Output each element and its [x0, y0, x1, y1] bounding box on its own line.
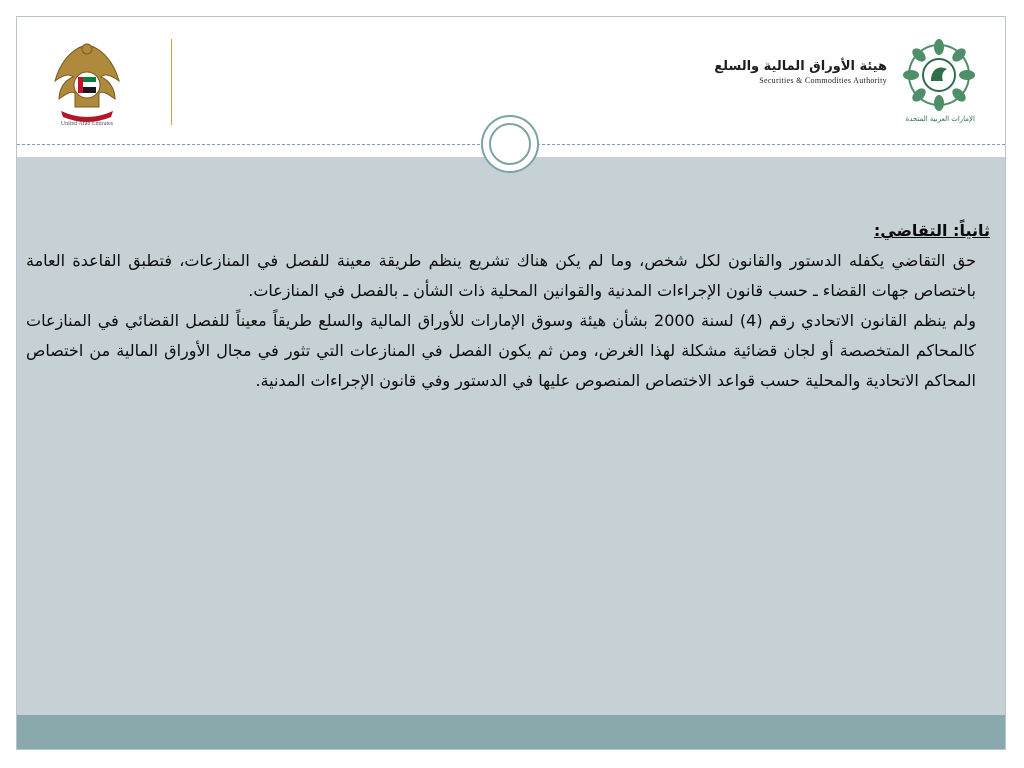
sca-wordmark [714, 59, 887, 85]
slide-body [26, 216, 990, 396]
uae-emblem-logo [49, 37, 125, 127]
sca-name-english: Securities & Commodities Authority [759, 76, 887, 85]
section-heading: ثانياً: التقاضي: [873, 221, 990, 240]
header-circle-ornament [481, 115, 539, 173]
paragraph-right-to-litigation: حق التقاضي يكفله الدستور والقانون لكل شخص، وما لم يكن هناك تشريع ينظم طريقة معينة للفصل في المنازعات، فتطبق القاعدة العامة باختصاص جهات القضاء ـ حسب قانون الإجراءات المدنية والقوانين المحلية ذات الشأن ـ بالفصل في المنازعات. [26, 251, 976, 300]
paragraph-federal-law: ولم ينظم القانون الاتحادي رقم (4) لسنة 2000 بشأن هيئة وسوق الإمارات للأوراق المالية والسلع طريقاً معيناً للفصل القضائي في المنازعات كالمحاكم المتخصصة أو لجان قضائية مشكلة لهذا الغرض، ومن ثم يكون الفصل في المنازعات التي تثور في مجال الأوراق المالية من اختصاص المحاكم الاتحادية والمحلية حسب قواعد الاختصاص المنصوص عليها في الدستور وفي قانون الإجراءات المدنية. [26, 311, 976, 390]
sca-tagline-arabic: الإمارات العربية المتحدة [905, 115, 975, 123]
sca-logo [895, 39, 983, 115]
header-circle-inner [489, 123, 531, 165]
sca-name-arabic: هيئة الأوراق المالية والسلع [714, 59, 887, 74]
header-divider [171, 39, 172, 125]
slide-footer-band [17, 715, 1005, 749]
uae-emblem-caption: United Arab Emirates [60, 121, 114, 127]
